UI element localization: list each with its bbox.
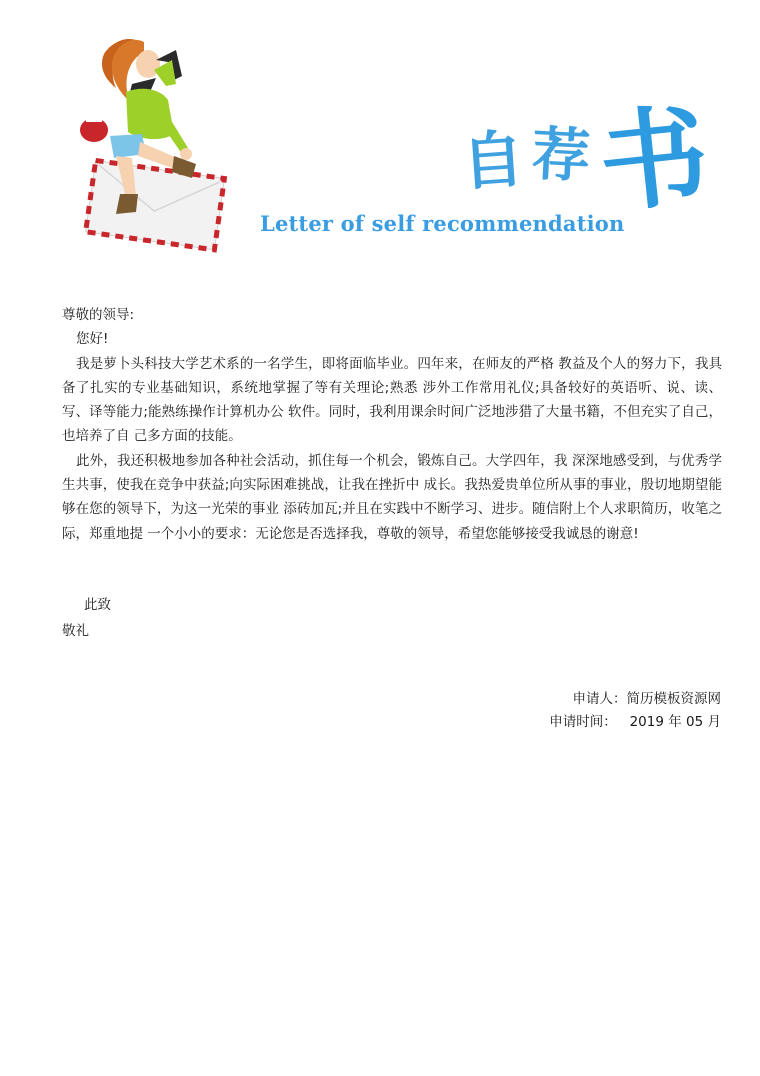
- letter-header: [0, 0, 760, 270]
- subtitle: Letter of self recommendation: [260, 211, 625, 236]
- title-char-1: 自: [459, 121, 527, 200]
- date-line: 申请时间： 2019 年 05 月: [549, 714, 721, 730]
- paragraph-1: 我是萝卜头科技大学艺术系的一名学生，即将面临毕业。四年来，在师友的严格 教益及个人的努力下，我具备了扎实的专业基础知识，系统地掌握了等有关理论;熟悉 涉外工作常用礼仪;具备较好的英语听、说、读、写、译等能力;能熟练操作计算机办公 软件。同时，我利用课余时间广泛地涉猎了大量书籍，不但充实了自己，也培养了自 己多方面的技能。: [62, 355, 722, 445]
- applicant-line: 申请人：简历模板资源网: [572, 691, 721, 707]
- paragraph-2: 此外，我还积极地参加各种社会活动，抓住每一个机会，锻炼自己。大学四年，我 深深地感受到，与优秀学生共事，使我在竞争中获益;向实际困难挑战，让我在挫折中 成长。我热爱贵单位所从事的事业，殷切地期望能够在您的领导下，为这一光荣的事业 添砖加瓦;并且在实践中不断学习、进步。随信附上个人求职简历，收笔之际，郑重地提 一个小小的要求：无论您是否选择我，尊敬的领导，希望您能够接受我诚恳的谢意!: [62, 452, 722, 542]
- letter-body: [62, 303, 722, 546]
- title-char-3: 书: [593, 91, 715, 229]
- girl-envelope-illustration: [70, 30, 240, 260]
- closing-line-1: 此致: [84, 597, 111, 613]
- title-char-2: 荐: [530, 119, 592, 191]
- salutation: 尊敬的领导:: [62, 307, 135, 323]
- closing-line-2: 敬礼: [62, 623, 89, 639]
- greeting: 您好!: [76, 331, 109, 348]
